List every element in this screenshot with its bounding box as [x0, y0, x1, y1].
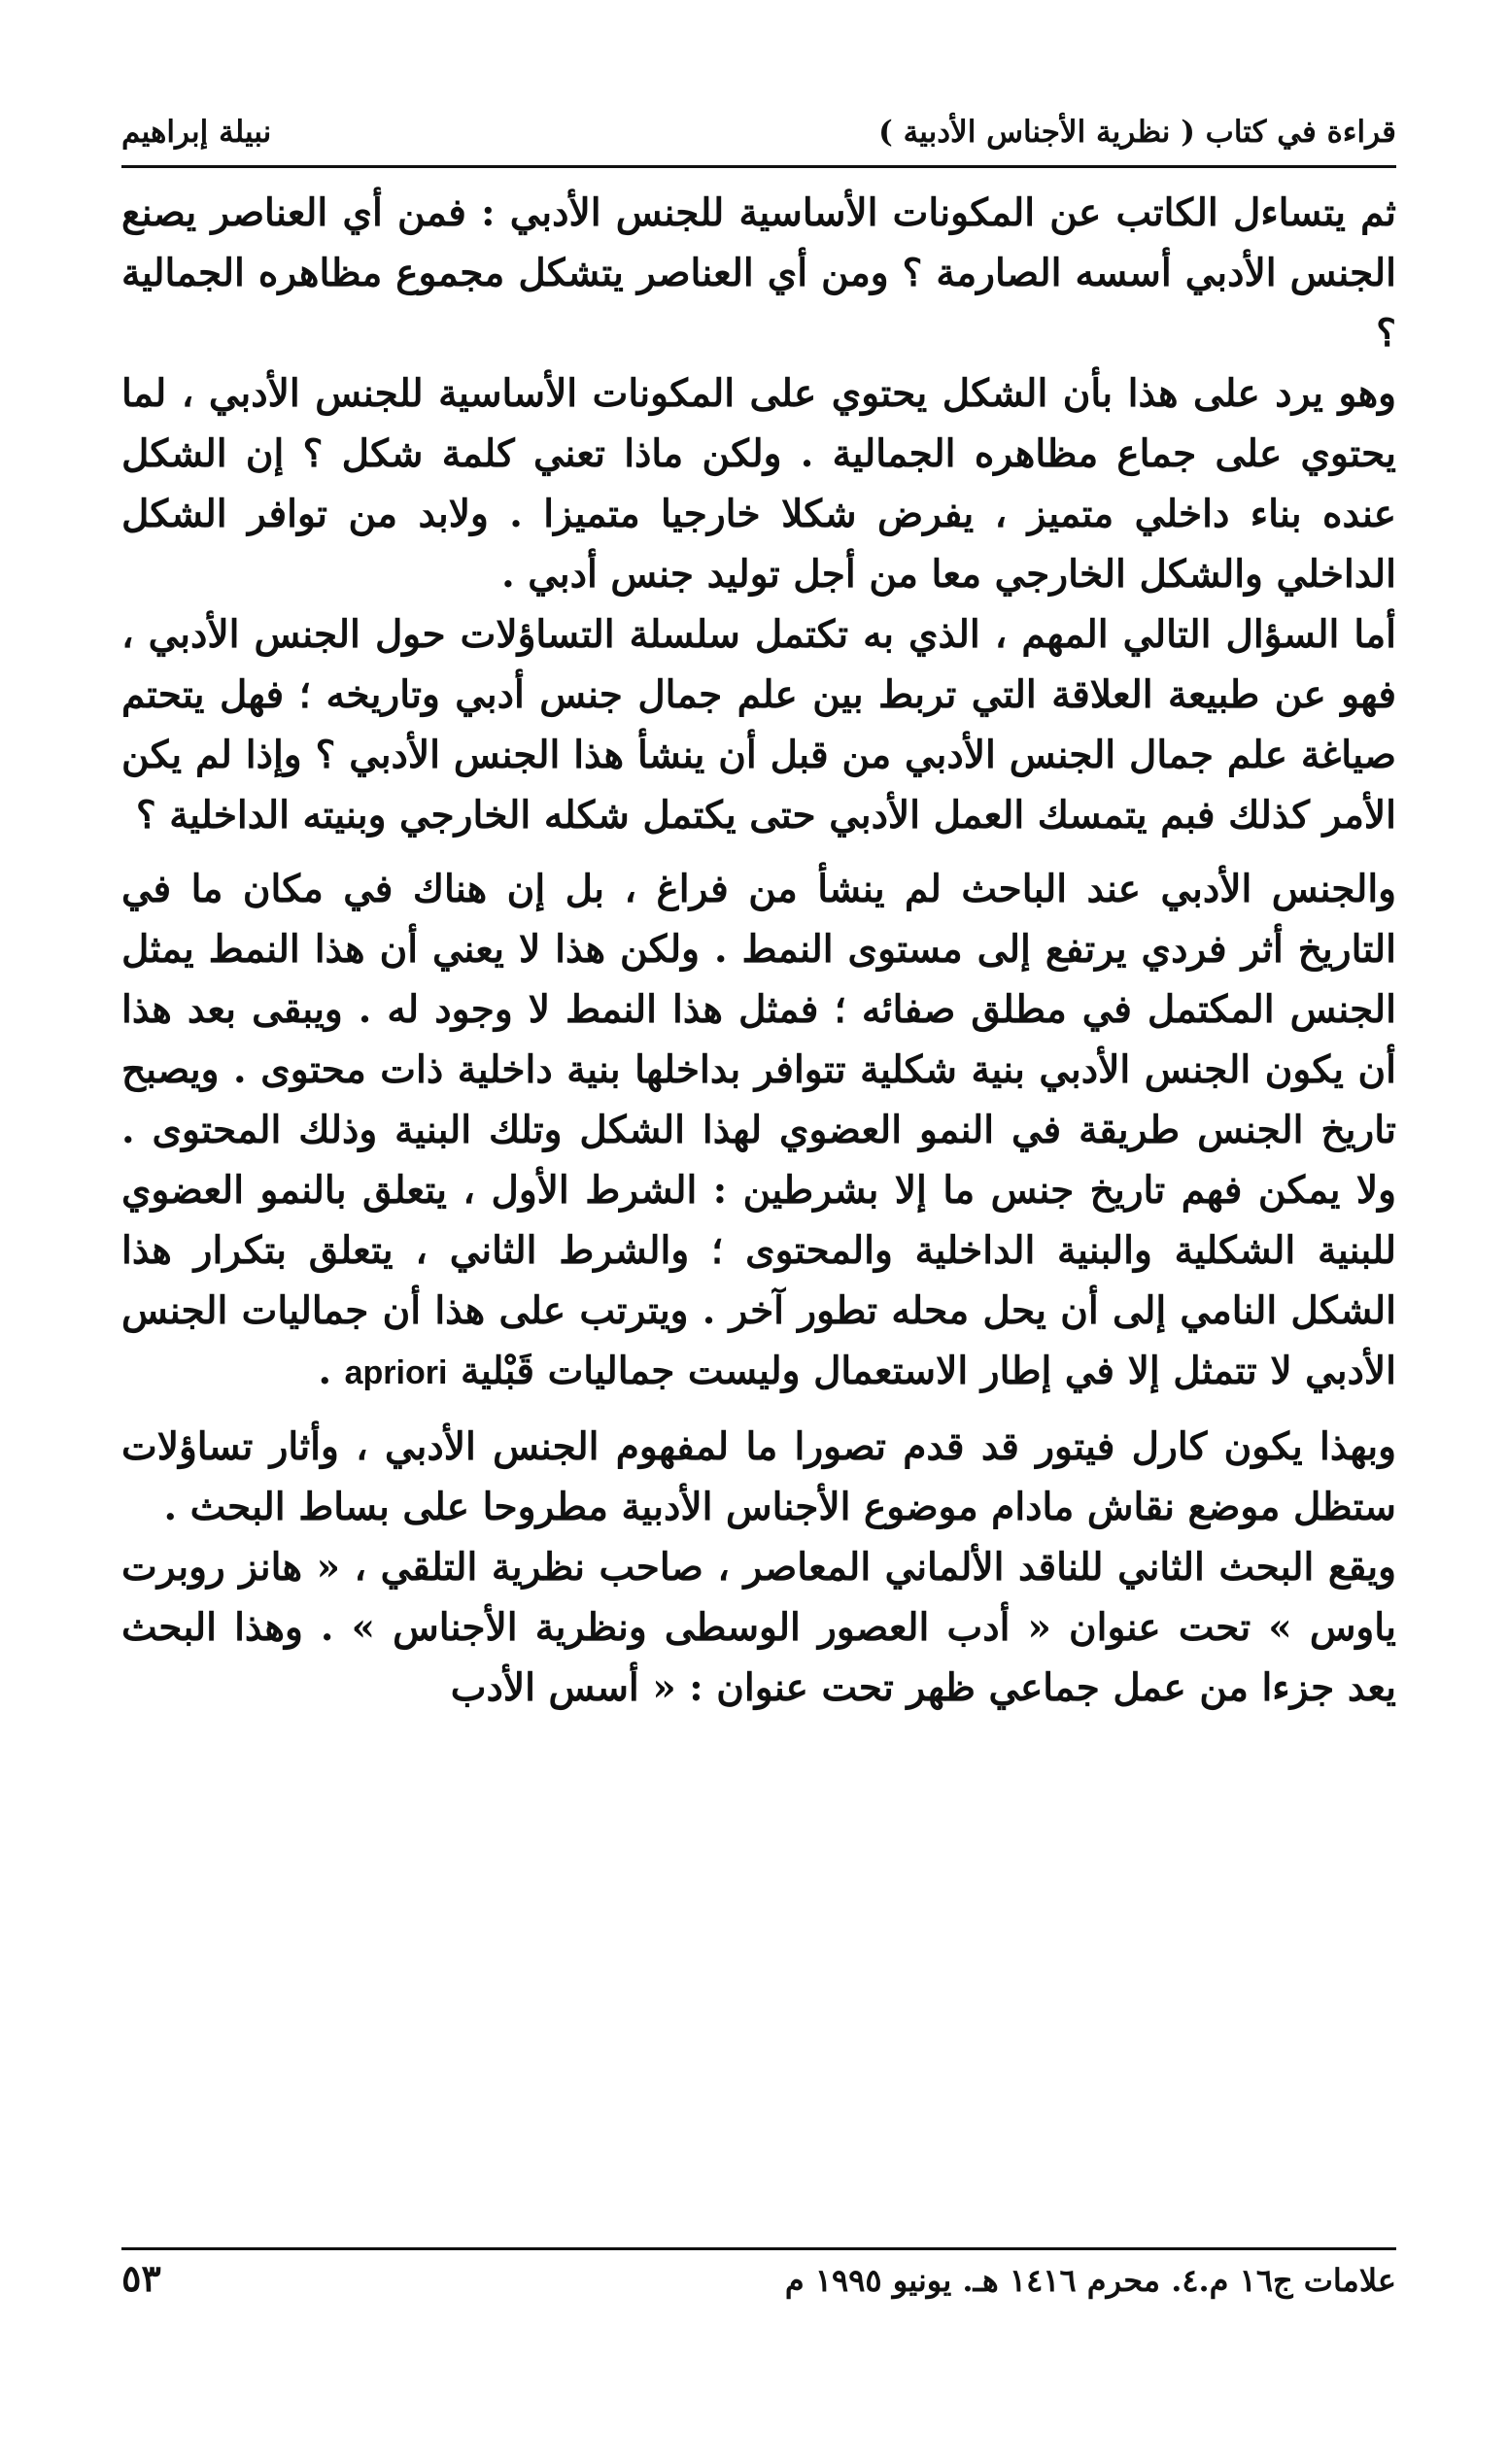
- running-footer: [121, 2256, 1396, 2309]
- paragraph-4: [121, 859, 1396, 1403]
- paragraph-2: وهو يرد على هذا بأن الشكل يحتوي على المكونات الأساسية للجنس الأدبي ، لما يحتوي على جماع مظاهره الجمالية . ولكن ماذا تعني كلمة شكل ؟ إن الشكل عنده بناء داخلي متميز ، يفرض شكلا خارجيا متميزا . ولابد من توافر الشكل الداخلي والشكل الخارجي معا من أجل توليد جنس أدبي .: [121, 371, 1396, 597]
- paragraph-1: ثم يتساءل الكاتب عن المكونات الأساسية للجنس الأدبي : فمن أي العناصر يصنع الجنس الأدبي أسسه الصارمة ؟ ومن أي العناصر يتشكل مجموع مظاهره الجمالية ؟: [121, 190, 1396, 356]
- latin-term: apriori: [344, 1354, 448, 1391]
- header-author: نبيلة إبراهيم: [121, 115, 272, 150]
- paragraph-6: ويقع البحث الثاني للناقد الألماني المعاصر ، صاحب نظرية التلقي ، « هانز روبرت ياوس » تحت عنوان « أدب العصور الوسطى ونظرية الأجناس » . وهذا البحث يعد جزءا من عمل جماعي ظهر تحت عنوان : « أسس الأدب: [121, 1545, 1396, 1710]
- paragraph-5: وبهذا يكون كارل فيتور قد قدم تصورا ما لمفهوم الجنس الأدبي ، وأثار تساؤلات ستظل موضع نقاش مادام موضوع الأجناس الأدبية مطروحا على بساط البحث .: [121, 1424, 1397, 1529]
- footer-rule: [121, 2247, 1396, 2250]
- article-body: [121, 183, 1396, 1718]
- running-header: [121, 115, 1396, 159]
- paragraph-3: أما السؤال التالي المهم ، الذي به تكتمل سلسلة التساؤلات حول الجنس الأدبي ، فهو عن طبيعة العلاقة التي تربط بين علم جمال جنس أدبي وتاريخه ؛ فهل يتحتم صياغة علم جمال الجنس الأدبي من قبل أن ينشأ هذا الجنس الأدبي ؟ وإذا لم يكن الأمر كذلك فبم يتمسك العمل الأدبي حتى يكتمل شكله الخارجي وبنيته الداخلية ؟: [121, 612, 1396, 838]
- page-number: ٥٣: [121, 2256, 161, 2300]
- header-rule: [121, 165, 1396, 168]
- header-title: قراءة في كتاب ( نظرية الأجناس الأدبية ): [878, 115, 1396, 150]
- paragraph-4-text: والجنس الأدبي عند الباحث لم ينشأ من فراغ ، بل إن هناك في مكان ما في التاريخ أثر فردي يرتفع إلى مستوى النمط . ولكن هذا لا يعني أن هذا النمط يمثل الجنس المكتمل في مطلق صفائه ؛ فمثل هذا النمط لا وجود له . ويبقى بعد هذا أن يكون الجنس الأدبي بنية شكلية تتوافر بداخلها بنية داخلية ذات محتوى . ويصبح تاريخ الجنس طريقة في النمو العضوي لهذا الشكل وتلك البنية وذلك المحتوى . ولا يمكن فهم تاريخ جنس ما إلا بشرطين : الشرط الأول ، يتعلق بالنمو العضوي للبنية الشكلية والبنية الداخلية والمحتوى ؛ والشرط الثاني ، يتعلق بتكرار هذا الشكل النامي إلى أن يحل محله تطور آخر . ويترتب على هذا أن جماليات الجنس الأدبي لا تتمثل إلا في إطار الاستعمال وليست جماليات قَبْلية: [121, 867, 1396, 1393]
- paragraph-4-tail: .: [318, 1349, 345, 1393]
- issue-info: علامات ج١٦ م.٤. محرم ١٤١٦ هـ. يونيو ١٩٩٥ م: [784, 2262, 1396, 2299]
